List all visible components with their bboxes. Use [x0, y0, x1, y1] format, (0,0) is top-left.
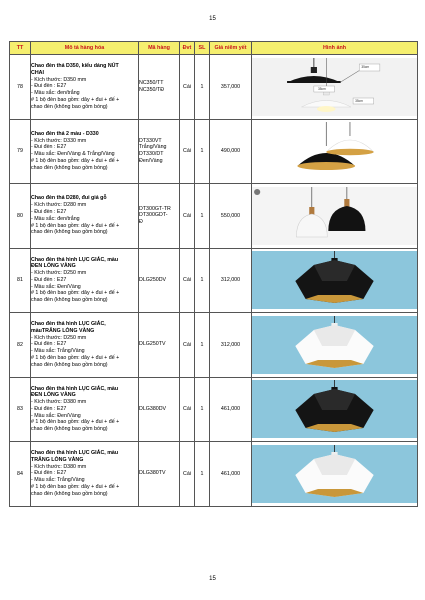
- cell-price: 461,000: [210, 442, 252, 507]
- cell-code: [139, 184, 180, 249]
- spec_lines-line: chao đèn (không bao gồm bóng): [31, 297, 108, 304]
- name_lines-line: Chao đèn thả hình LỤC GIÁC, màu: [31, 450, 119, 457]
- name_lines-line: màuTRẮNG LÒNG VÀNG: [31, 327, 95, 334]
- col-header-price: Giá niêm yết: [210, 42, 252, 55]
- product-photo: [252, 187, 417, 245]
- cell-unit: Cái: [180, 377, 195, 442]
- spec_lines-line: - Kích thước: D250 mm: [31, 270, 87, 277]
- cell-tt: 82: [10, 313, 31, 378]
- spec_lines-line: - Kích thước: D250 mm: [31, 334, 87, 341]
- product-table: [9, 41, 418, 507]
- code_lines-line: Trắng/Vàng: [139, 144, 167, 151]
- name_lines-line: CHAI: [31, 69, 44, 76]
- table-row: [10, 248, 418, 313]
- page-number-bottom: 15: [209, 576, 216, 582]
- cell-image: [252, 184, 418, 249]
- dimension-label: 35cm: [355, 98, 363, 103]
- spec_lines-line: # 1 bộ đèn bao gồm: dây + đui + đế +: [31, 419, 120, 426]
- cell-price: 312,000: [210, 313, 252, 378]
- cell-image: [252, 55, 418, 120]
- name_lines-line: Chao đèn thả 2 màu - D330: [31, 130, 99, 137]
- cell-qty: 1: [195, 184, 210, 249]
- cell-description: [31, 377, 139, 442]
- spec_lines-line: - Màu sắc: Đen/Vàng & Trắng/Vàng: [31, 151, 115, 158]
- code_lines-line: NC350/TĐ: [139, 86, 165, 93]
- cell-tt: 84: [10, 442, 31, 507]
- cell-image: [252, 313, 418, 378]
- cell-unit: Cái: [180, 442, 195, 507]
- cell-description: [31, 184, 139, 249]
- spec_lines-line: - Kích thước: D380 mm: [31, 463, 87, 470]
- product-photo: [252, 58, 417, 116]
- code_lines-line: DT330VT: [139, 137, 162, 144]
- cell-qty: 1: [195, 377, 210, 442]
- name_lines-line: Chao đèn thả hình LỤC GIÁC, màu: [31, 385, 119, 392]
- cell-description: [31, 55, 139, 120]
- spec_lines-line: # 1 bộ đèn bao gồm: dây + đui + đế +: [31, 354, 120, 361]
- spec_lines-line: - Đui đèn : E27: [31, 341, 67, 348]
- cell-tt: 79: [10, 119, 31, 184]
- cell-price: 490,000: [210, 119, 252, 184]
- spec_lines-line: chao đèn (không bao gồm bóng): [31, 103, 108, 110]
- name_lines-line: TRẮNG LÒNG VÀNG: [31, 456, 84, 463]
- cell-code: [139, 55, 180, 120]
- name_lines-line: Chao đèn thả hình LỤC GIÁC, màu: [31, 256, 119, 263]
- cell-qty: 1: [195, 313, 210, 378]
- code_lines-line: DT330/DT: [139, 151, 164, 158]
- cell-image: [252, 248, 418, 313]
- name_lines-line: ĐEN LÒNG VÀNG: [31, 263, 76, 270]
- table-row: [10, 55, 418, 120]
- cell-unit: Cái: [180, 184, 195, 249]
- dimension-label: 35cm: [361, 64, 370, 69]
- cell-unit: Cái: [180, 248, 195, 313]
- spec_lines-line: - Màu sắc: Đen/Vàng: [31, 412, 81, 419]
- code_lines-line: Đen/Vàng: [139, 158, 163, 165]
- spec_lines-line: chao đèn (không bao gồm bóng): [31, 164, 108, 171]
- table-row: [10, 442, 418, 507]
- cell-qty: 1: [195, 119, 210, 184]
- spec_lines-line: chao đèn (không bao gồm bóng): [31, 426, 108, 433]
- table-row: [10, 184, 418, 249]
- spec_lines-line: - Đui đèn : E27: [31, 276, 67, 283]
- spec_lines-line: - Đui đèn : E27: [31, 83, 67, 90]
- col-header-code: Mã hàng: [139, 42, 180, 55]
- spec_lines-line: - Kích thước: D280 mm: [31, 202, 87, 209]
- cell-code: [139, 442, 180, 507]
- spec_lines-line: - Kích thước: D350 mm: [31, 76, 87, 83]
- spec_lines-line: - Màu sắc: đen/trắng: [31, 90, 80, 97]
- table-row: [10, 119, 418, 184]
- spec_lines-line: - Kích thước: D380 mm: [31, 399, 87, 406]
- spec_lines-line: - Màu sắc: Trắng/Vàng: [31, 477, 85, 484]
- code_lines-line: NC350/TT: [139, 79, 164, 86]
- name_lines-line: Chao đèn thả hình LỤC GIÁC,: [31, 321, 106, 328]
- spec_lines-line: # 1 bộ đèn bao gồm: dây + đui + đế +: [31, 483, 120, 490]
- spec_lines-line: - Kích thước: D330 mm: [31, 137, 87, 144]
- spec_lines-line: - Đui đèn : E27: [31, 405, 67, 412]
- cell-price: 312,000: [210, 248, 252, 313]
- spec_lines-line: # 1 bộ đèn bao gồm: dây + đui + đế +: [31, 158, 120, 165]
- col-header-tt: TT: [10, 42, 31, 55]
- code_lines-line: DLG380TV: [139, 470, 166, 477]
- cell-qty: 1: [195, 248, 210, 313]
- code_lines-line: DLG250DV: [139, 276, 167, 283]
- cell-tt: 78: [10, 55, 31, 120]
- spec_lines-line: - Đui đèn : E27: [31, 470, 67, 477]
- product-photo: [252, 251, 417, 309]
- col-header-unit: Đvt: [180, 42, 195, 55]
- spec_lines-line: - Màu sắc: đen/trắng: [31, 215, 80, 222]
- cell-code: [139, 313, 180, 378]
- col-header-qty: SL: [195, 42, 210, 55]
- spec_lines-line: - Màu sắc: Đen/Vàng: [31, 283, 81, 290]
- code_lines-line: DT300GT-TR: [139, 205, 171, 212]
- spec_lines-line: # 1 bộ đèn bao gồm: dây + đui + đế +: [31, 290, 120, 297]
- name_lines-line: Chao đèn thả D280, đui giả gỗ: [31, 195, 107, 202]
- cell-image: [252, 377, 418, 442]
- cell-tt: 81: [10, 248, 31, 313]
- cell-description: [31, 442, 139, 507]
- spec_lines-line: chao đèn (không bao gồm bóng): [31, 490, 108, 497]
- cell-price: 461,000: [210, 377, 252, 442]
- cell-image: [252, 119, 418, 184]
- spec_lines-line: - Màu sắc: Trắng/Vàng: [31, 348, 85, 355]
- product-photo: [252, 122, 417, 180]
- table-row: [10, 313, 418, 378]
- col-header-image: Hình ảnh: [252, 42, 418, 55]
- name_lines-line: ĐEN LÒNG VÀNG: [31, 392, 76, 399]
- col-header-description: Mô tả hàng hóa: [31, 42, 139, 55]
- cell-unit: Cái: [180, 55, 195, 120]
- spec_lines-line: chao đèn (không bao gồm bóng): [31, 361, 108, 368]
- spec_lines-line: chao đèn (không bao gồm bóng): [31, 229, 108, 236]
- cell-tt: 80: [10, 184, 31, 249]
- cell-description: [31, 313, 139, 378]
- spec_lines-line: - Đui đèn : E27: [31, 208, 67, 215]
- code_lines-line: DLG250TV: [139, 341, 166, 348]
- code_lines-line: DT300GDT-: [139, 212, 168, 219]
- spec_lines-line: - Đui đèn : E27: [31, 144, 67, 151]
- cell-code: [139, 119, 180, 184]
- dimension-label: 35cm: [318, 86, 326, 91]
- spec_lines-line: # 1 bộ đèn bao gồm: dây + đui + đế +: [31, 96, 120, 103]
- code_lines-line: Đ: [139, 219, 143, 226]
- cell-price: 357,000: [210, 55, 252, 120]
- cell-qty: 1: [195, 55, 210, 120]
- code_lines-line: DLG380DV: [139, 405, 167, 412]
- cell-code: [139, 377, 180, 442]
- cell-description: [31, 119, 139, 184]
- product-photo: [252, 445, 417, 503]
- cell-qty: 1: [195, 442, 210, 507]
- cell-price: 550,000: [210, 184, 252, 249]
- table-row: [10, 377, 418, 442]
- spec_lines-line: # 1 bộ đèn bao gồm: dây + đui + đế +: [31, 222, 120, 229]
- table-header-row: [10, 42, 418, 55]
- name_lines-line: Chao đèn thả D350, kiểu dáng NÚT: [31, 63, 119, 70]
- page-number-top: 15: [209, 16, 216, 22]
- cell-tt: 83: [10, 377, 31, 442]
- product-photo: [252, 380, 417, 438]
- cell-description: [31, 248, 139, 313]
- cell-code: [139, 248, 180, 313]
- product-photo: [252, 316, 417, 374]
- cell-unit: Cái: [180, 119, 195, 184]
- cell-unit: Cái: [180, 313, 195, 378]
- cell-image: [252, 442, 418, 507]
